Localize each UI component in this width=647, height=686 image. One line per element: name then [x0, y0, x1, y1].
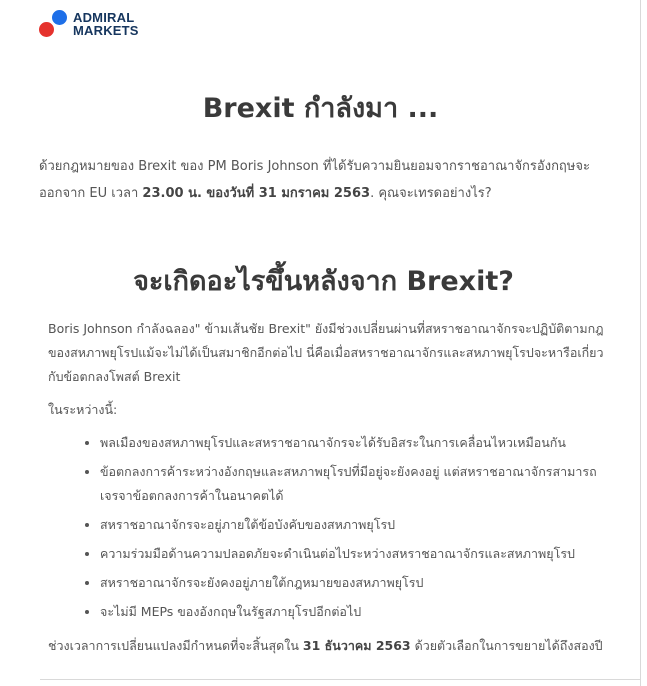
bullet-item: • ข้อตกลงการค้าระหว่างอังกฤษและสหภาพยุโรปที่มีอยู่จะยังคงอยู่ แต่สหราชอาณาจักรสามารถเจรจาข้อตกลงการค้าในอนาคตได้ [100, 460, 620, 508]
section-heading: จะเกิดอะไรขึ้นหลังจาก Brexit? [133, 266, 514, 297]
admiral-markets-logo[interactable] [39, 10, 139, 38]
bullet-item: • สหราชอาณาจักรจะอยู่ภายใต้ข้อบังคับของสหภาพยุโรป [100, 513, 620, 537]
logo-wordmark [73, 11, 139, 37]
intro-text-1: ด้วยกฎหมายของ Brexit ของ PM Boris Johnson ที่ได้รับความยินยอมจากราชอาณาจักรอังกฤษจะออกจาก EU เวลา [39, 159, 590, 201]
logo-dots-icon [39, 10, 69, 38]
bullet-item: • ความร่วมมือด้านความปลอดภัยจะดำเนินต่อไประหว่างสหราชอาณาจักรและสหภาพยุโรป [100, 542, 620, 566]
closing-paragraph [48, 634, 608, 658]
bullet-list [82, 431, 620, 629]
section-paragraph: Boris Johnson กำลังฉลอง" ข้ามเส้นชัย Brexit" ยังมีช่วงเปลี่ยนผ่านที่สหราชอาณาจักรจะปฏิบัติตามกฎของสหภาพยุโรปแม้จะไม่ได้เป็นสมาชิกอีกต่อไป นี่คือเมื่อสหราชอาณาจักรและสหภาพยุโรปจะหารือเกี่ยวกับข้อตกลงโพสต์ Brexit [48, 321, 604, 384]
intro-paragraph [39, 153, 599, 207]
closing-text-1: ช่วงเวลาการเปลี่ยนแปลงมีกำหนดที่จะสิ้นสุดใน [48, 638, 303, 653]
closing-date-bold: 31 ธันวาคม 2563 [302, 638, 411, 653]
main-heading: Brexit กำลังมา ... [202, 93, 439, 124]
closing-text-2: ด้วยตัวเลือกในการขยายได้ถึงสองปี [410, 638, 603, 653]
bullet-item: • พลเมืองของสหภาพยุโรปและสหราชอาณาจักรจะได้รับอิสระในการเคลื่อนไหวเหมือนกัน [100, 431, 620, 455]
logo-line-1: ADMIRAL [73, 10, 135, 25]
bullet-item: • จะไม่มี MEPs ของอังกฤษในรัฐสภายุโรปอีกต่อไป [100, 600, 620, 624]
meanwhile-label: ในระหว่างนี้: [48, 402, 118, 417]
frame-border-bottom [40, 679, 641, 680]
logo-blue-dot [52, 10, 67, 25]
logo-line-2: MARKETS [73, 23, 139, 38]
bullet-item: • สหราชอาณาจักรจะยังคงอยู่ภายใต้กฎหมายของสหภาพยุโรป [100, 571, 620, 595]
logo-red-dot [39, 22, 54, 37]
intro-text-2: . คุณจะเทรดอย่างไร? [370, 186, 492, 201]
intro-date-bold: 23.00 น. ของวันที่ 31 มกราคม 2563 [142, 186, 371, 201]
